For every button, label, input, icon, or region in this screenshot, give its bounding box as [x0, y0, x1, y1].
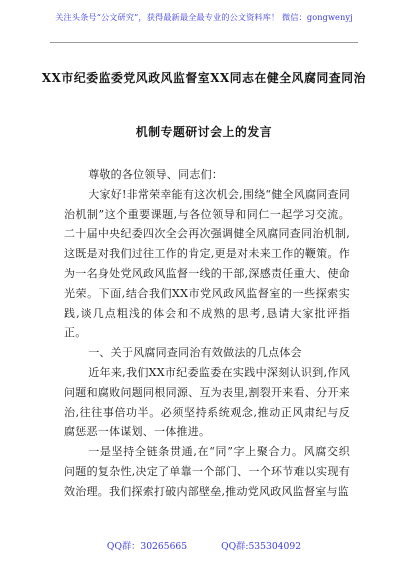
section-heading: 一、关于风腐同查同治有效做法的几点体会 [88, 346, 302, 360]
document-title-line-1: XX市纪委监委党风政风监督室XX同志在健全风腐同查同治 [41, 71, 367, 85]
document-title-line-2: 机制专题研讨会上的发言 [135, 125, 273, 139]
header-banner: 关注头条号“公文研究”，获得最新最全最专业的公文资料库！ 微信：gongwenyj [55, 12, 353, 22]
paragraph-intro: 大家好!非常荣幸能有这次机会,围绕“健全风腐同查同治机制”这个重要课题,与各位领导和同仁一起学习交流。二十届中央纪委四次全会再次强调健全风腐同查同治机制,这既是对我们过往工作的肯定,更是对未来工作的鞭策。作为一名身处党风政风监督一线的干部,深感责任重大、使命光荣。下面,结合我们XX市党风政风监督室的一些探索实践,谈几点粗浅的体会和不成熟的思考,恳请大家批评指正。 [64, 187, 350, 340]
paragraph: 一是坚持全链条贯通,在“同”字上聚合力。风腐交织问题的复杂性,决定了单靠一个部门、一个环节难以实现有效治理。我们探索打破内部壁垒,推动党风政风监督室与监 [64, 445, 350, 498]
footer-qq-group-2: QQ群:535304092 [221, 541, 302, 552]
footer [0, 538, 408, 552]
document-body [64, 165, 350, 502]
footer-qq-group-1: QQ群：30265665 [106, 541, 188, 552]
paragraph: 近年来,我们XX市纪委监委在实践中深刻认识到,作风问题和腐败问题同根同源、互为表里,割裂开来看、分开来治,往往事倍功半。必须坚持系统观念,推动正风肃纪与反腐惩恶一体谋划、一体推进。 [64, 365, 350, 439]
salutation: 尊敬的各位领导、同志们： [88, 168, 224, 181]
header-divider [50, 42, 358, 43]
